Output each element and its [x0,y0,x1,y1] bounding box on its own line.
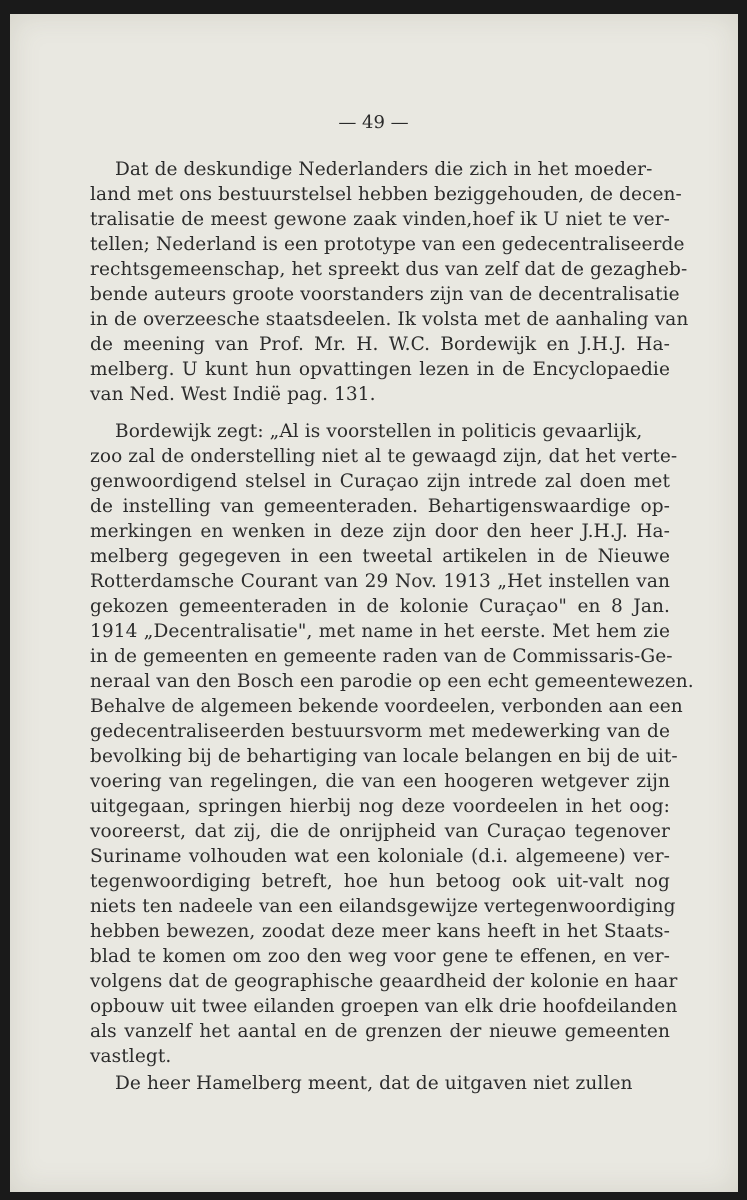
text-line: tellen; Nederland is een prototype van een gedecentraliseerde [90,234,685,255]
text-line: gekozen gemeenteraden in de kolonie Curaçao" en 8 Jan. [90,596,670,617]
text-line: melberg gegegeven in een tweetal artikelen in de Nieuwe [90,546,670,567]
text-line: uitgegaan, springen hierbij nog deze voordeelen in het oog: [90,796,670,817]
text-line: Suriname volhouden wat een koloniale (d.i. algemeene) ver- [90,846,670,867]
text-line: Dat de deskundige Nederlanders die zich in het moeder- [115,159,653,180]
text-line: vooreerst, dat zij, die de onrijpheid van Curaçao tegenover [90,821,670,842]
text-line: vastlegt. [90,1046,172,1067]
text-line: Behalve de algemeen bekende voordeelen, verbonden aan een [90,696,683,717]
text-line: niets ten nadeele van een eilandsgewijze vertegenwoordiging [90,896,676,917]
text-line: land met ons bestuurstelsel hebben beziggehouden, de decen- [90,184,682,205]
text-line: neraal van den Bosch een parodie op een echt gemeentewezen. [90,671,694,692]
text-line: blad te komen om zoo den weg voor gene te effenen, en ver- [90,946,670,967]
text-line: zoo zal de onderstelling niet al te gewaagd zijn, dat het verte- [90,446,678,467]
text-line: in de gemeenten en gemeente raden van de Commissaris-Ge- [90,646,673,667]
text-line: 1914 „Decentralisatie", met name in het eerste. Met hem zie [90,621,670,642]
text-line: tegenwoordiging betreft, hoe hun betoog ook uit-valt nog [90,871,670,892]
text-line: tralisatie de meest gewone zaak vinden,hoef ik U niet te ver- [90,209,670,230]
text-line: genwoordigend stelsel in Curaçao zijn intrede zal doen met [90,471,670,492]
text-line: De heer Hamelberg meent, dat de uitgaven niet zullen [115,1073,633,1094]
text-line: hebben bewezen, zoodat deze meer kans heeft in het Staats- [90,921,670,942]
text-line: rechtsgemeenschap, het spreekt dus van zelf dat de gezagheb- [90,259,688,280]
text-line: volgens dat de geographische geaardheid der kolonie en haar [90,971,678,992]
text-line: Rotterdamsche Courant van 29 Nov. 1913 „Het instellen van [90,571,670,592]
text-line: melberg. U kunt hun opvattingen lezen in de Encyclopaedie [90,359,670,380]
text-line: in de overzeesche staatsdeelen. Ik volsta met de aanhaling van [90,309,689,330]
text-line: de meening van Prof. Mr. H. W.C. Bordewijk en J.H.J. Ha- [90,334,670,355]
text-line: als vanzelf het aantal en de grenzen der nieuwe gemeenten [90,1021,670,1042]
text-line: de instelling van gemeenteraden. Behartigenswaardige op- [90,496,670,517]
text-line: Bordewijk zegt: „Al is voorstellen in politicis gevaarlijk, [115,421,643,442]
text-line: gedecentraliseerden bestuursvorm met medewerking van de [90,721,670,742]
text-line: opbouw uit twee eilanden groepen van elk drie hoofdeilanden [90,996,678,1017]
text-line: bevolking bij de behartiging van locale belangen en bij de uit- [90,746,678,767]
text-line: bende auteurs groote voorstanders zijn van de decentralisatie [90,284,680,305]
text-line: voering van regelingen, die van een hoogeren wetgever zijn [90,771,670,792]
text-line: van Ned. West Indië pag. 131. [90,384,376,405]
page-number: — 49 — [338,112,409,133]
text-line: merkingen en wenken in deze zijn door den heer J.H.J. Ha- [90,521,670,542]
